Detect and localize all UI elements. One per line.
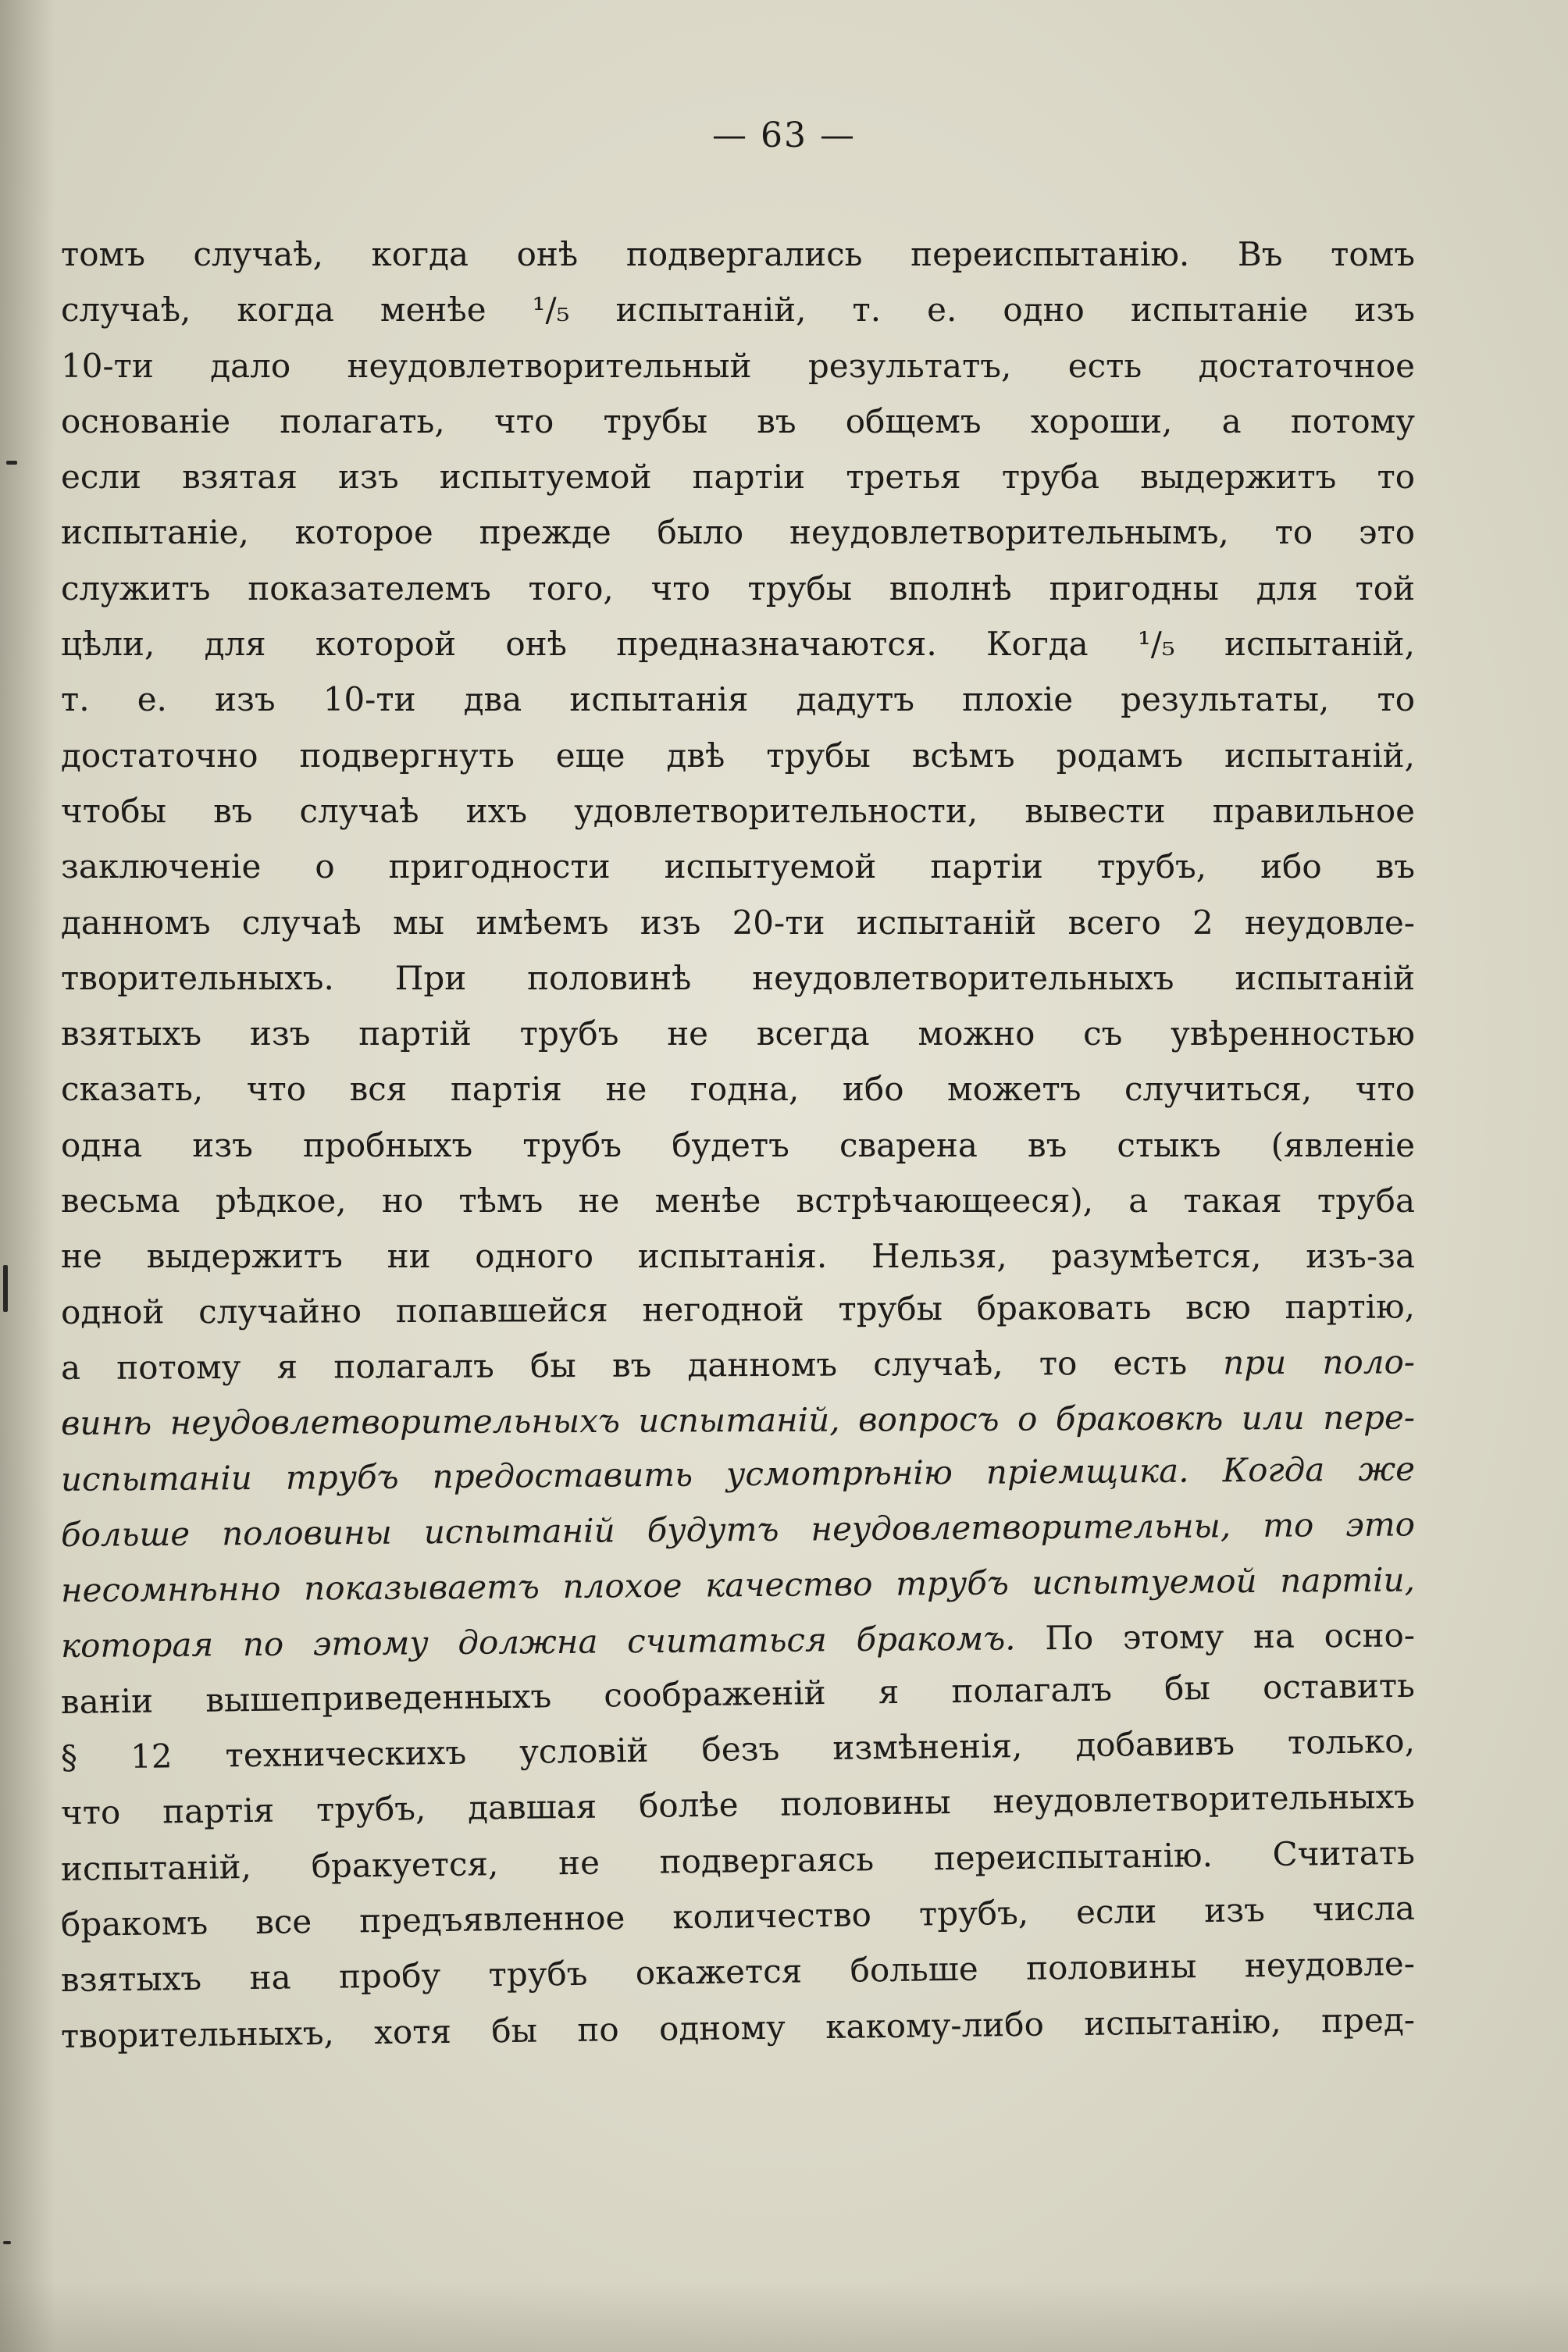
text-line <box>61 672 1415 727</box>
text-run: заключеніе о пригодности испытуемой партіи трубъ, ибо въ <box>61 847 1415 886</box>
text-run: бракомъ все предъявленное количество трубъ, если изъ числа <box>60 1888 1416 1944</box>
text-run: если взятая изъ испытуемой партіи третья труба выдержитъ то <box>61 458 1415 497</box>
text-line <box>61 1496 1416 1563</box>
text-run: цѣли, для которой онѣ предназначаются. Когда ¹/₅ испытаній, <box>61 625 1415 664</box>
text-run: не выдержитъ ни одного испытанія. Нельзя, разумѣется, изъ-за <box>61 1237 1415 1276</box>
text-line <box>61 1173 1415 1228</box>
text-run: творительныхъ. При половинѣ неудовлетворительныхъ испытаній <box>61 958 1415 997</box>
margin-mark <box>3 2241 11 2244</box>
text-run: а потому я полагалъ бы въ данномъ случаѣ, то есть <box>60 1343 1224 1387</box>
text-run: томъ случаѣ, когда онѣ подвергались переиспытанію. Въ томъ <box>61 235 1415 273</box>
text-line <box>61 728 1415 783</box>
text-line <box>61 282 1415 337</box>
text-line <box>61 561 1415 616</box>
text-run: случаѣ, когда менѣе ¹/₅ испытаній, т. е. одно испытаніе изъ <box>61 290 1415 330</box>
text-run: взятыхъ изъ партій трубъ не всегда можно съ увѣренностью <box>61 1014 1415 1053</box>
bottom-shadow <box>0 2282 1568 2352</box>
text-line <box>61 783 1415 839</box>
text-line <box>61 226 1415 282</box>
text-run: достаточно подвергнуть еще двѣ трубы всѣмъ родамъ испытаній, <box>61 736 1415 775</box>
text-line <box>61 950 1415 1006</box>
text-line <box>61 1441 1416 1507</box>
text-run: ваніи вышеприведенныхъ соображеній я полагалъ бы оставить <box>60 1666 1416 1721</box>
text-line <box>61 449 1415 504</box>
text-run: испытаній, бракуется, не подвергаясь переиспытанію. Считать <box>60 1833 1416 1888</box>
text-run: одна изъ пробныхъ трубъ будетъ сварена въ стыкъ (явленіе <box>61 1125 1415 1164</box>
italic-text: при поло- <box>1223 1342 1416 1382</box>
text-run: По этому на осно- <box>1015 1616 1416 1658</box>
text-run: сказать, что вся партія не годна, ибо можетъ случиться, что <box>61 1070 1415 1109</box>
text-run: взятыхъ на пробу трубъ окажется больше половины неудовле- <box>60 1944 1416 2000</box>
text-line <box>61 338 1415 394</box>
text-run: основаніе полагать, что трубы въ общемъ хороши, а потому <box>61 401 1415 440</box>
text-line <box>61 1278 1415 1340</box>
text-line <box>61 1117 1415 1173</box>
text-run: что партія трубъ, давшая болѣе половины неудовлетворительныхъ <box>60 1777 1416 1833</box>
text-line <box>61 1228 1415 1284</box>
text-line <box>61 616 1415 672</box>
text-line <box>61 1334 1415 1395</box>
text-run: § 12 техническихъ условій безъ измѣненія, добавивъ только, <box>60 1721 1416 1777</box>
text-run: служитъ показателемъ того, что трубы вполнѣ пригодны для той <box>61 568 1415 608</box>
text-run: чтобы въ случаѣ ихъ удовлетворительности, вывести правильное <box>61 791 1415 830</box>
italic-text: которая по этому должна считаться бракомъ. <box>60 1619 1016 1666</box>
italic-text: несомнѣнно показываетъ плохое качество трубъ испытуемой партіи, <box>60 1560 1416 1610</box>
text-line <box>61 839 1415 894</box>
text-run: т. е. изъ 10-ти два испытанія дадутъ плохіе результаты, то <box>61 680 1415 719</box>
page-number: — 63 — <box>712 116 856 155</box>
margin-mark <box>6 461 17 465</box>
text-line <box>61 394 1415 449</box>
text-line <box>61 504 1415 560</box>
text-line <box>61 1006 1415 1061</box>
italic-text: больше половины испытаній будутъ неудовлетворительны, то это <box>60 1505 1416 1554</box>
text-line <box>61 1061 1415 1117</box>
text-line <box>61 895 1415 950</box>
text-run: данномъ случаѣ мы имѣемъ изъ 20-ти испытаній всего 2 неудовле- <box>61 903 1415 942</box>
italic-text: испытаніи трубъ предоставить усмотрѣнію пріемщика. Когда же <box>60 1449 1416 1499</box>
body-text <box>61 226 1415 2064</box>
margin-mark <box>3 1265 8 1312</box>
binding-shadow <box>0 0 55 2352</box>
text-run: творительныхъ, хотя бы по одному какому-либо испытанію, пред- <box>60 2000 1416 2055</box>
text-run: 10-ти дало неудовлетворительный результатъ, есть достаточное <box>61 346 1415 385</box>
text-run: весьма рѣдкое, но тѣмъ не менѣе встрѣчающееся), а такая труба <box>61 1181 1415 1221</box>
italic-text: винѣ неудовлетворительныхъ испытаній, вопросъ о браковкѣ или пере- <box>60 1398 1416 1443</box>
text-run: испытаніе, которое прежде было неудовлетворительнымъ, то это <box>61 513 1415 552</box>
text-run: одной случайно попавшейся негодной трубы браковать всю партію, <box>60 1287 1416 1331</box>
